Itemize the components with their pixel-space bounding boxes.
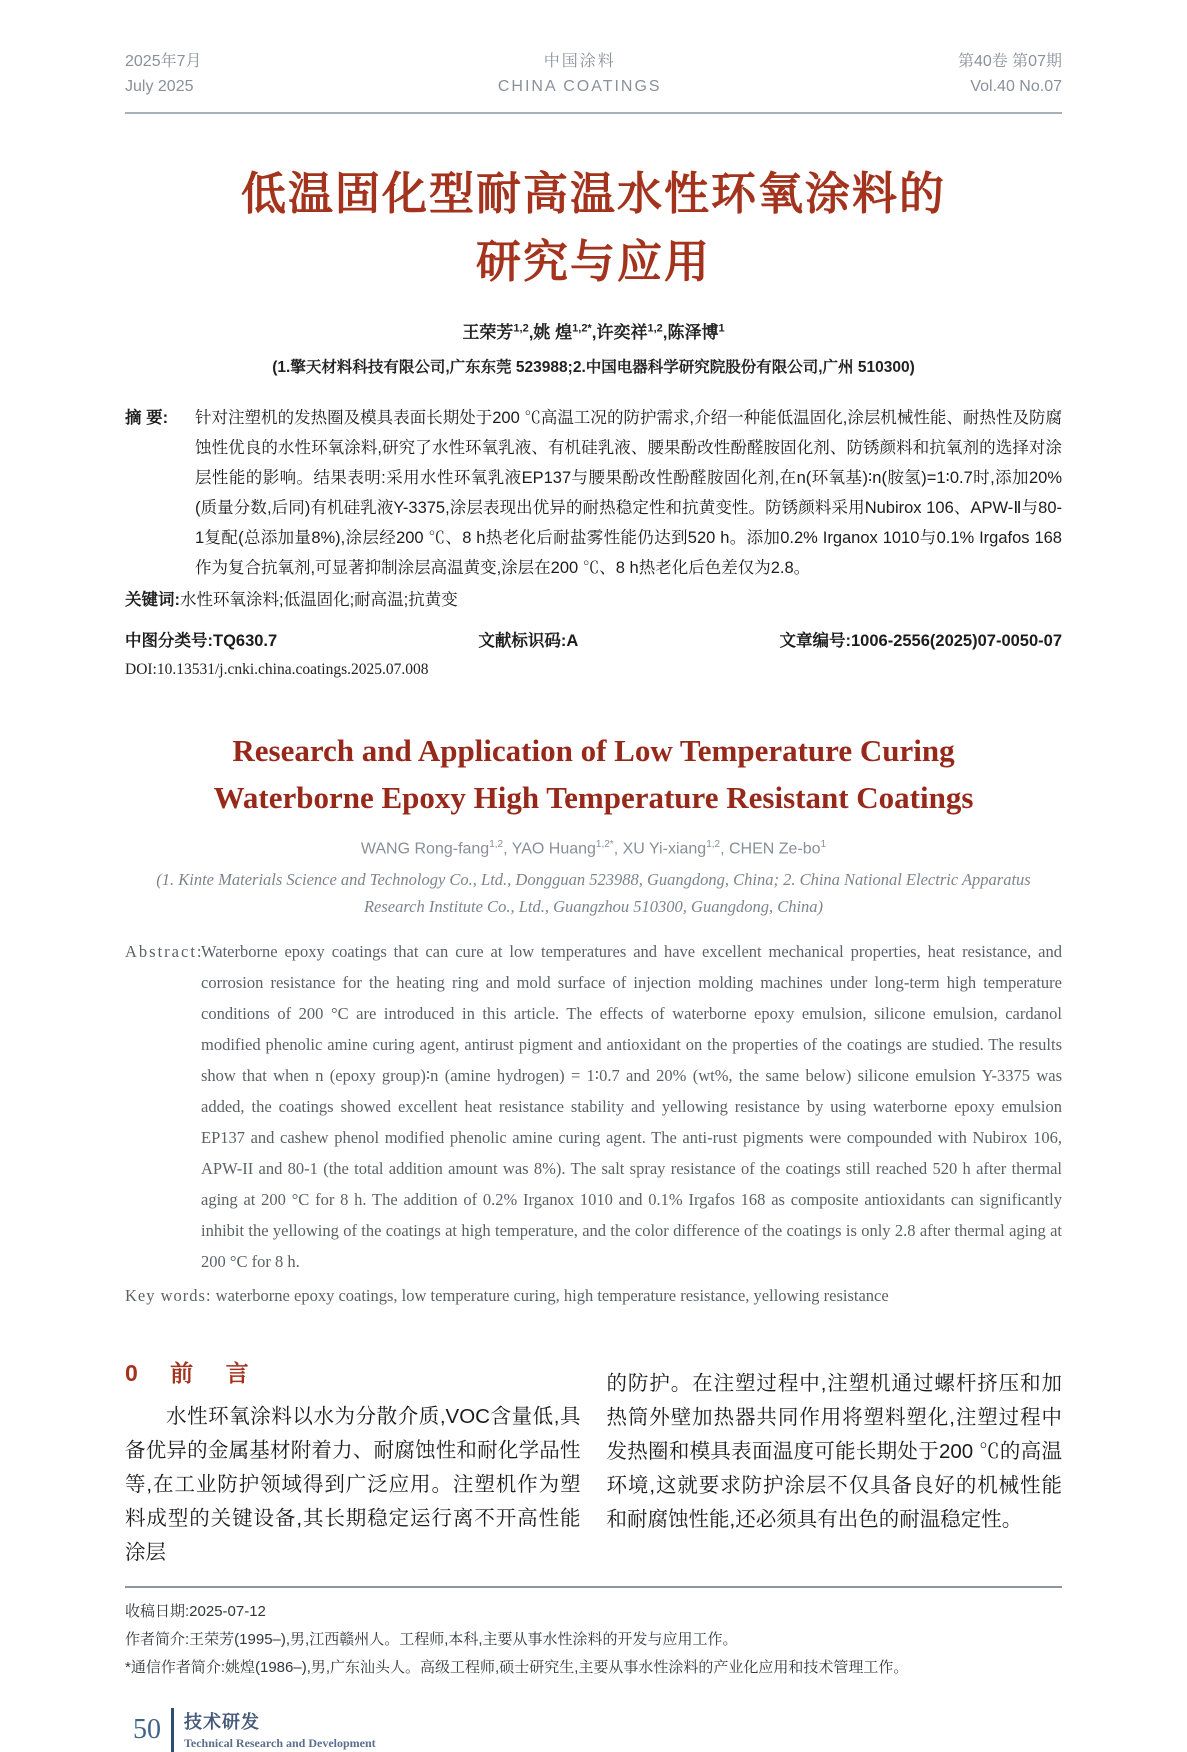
abstract-en-text: Waterborne epoxy coatings that can cure at low temperatures and have excellent mechanical properties, heat resistance, and corrosion resistance for the heating ring and mold surface of injection molding machines under long-term high temperature conditions of 200 °C are introduced in this article. The effects of waterborne epoxy emulsion, silicone emulsion, cardanol modified phenolic amine curing agent, antirust pigment and antioxidant on the properties of the coatings are studied. The results show that when n (epoxy group)∶n (amine hydrogen) = 1∶0.7 and 20% (wt%, the same below) silicone emulsion Y-3375 was added, the coatings showed excellent heat resistance stability and yellowing resistance by using waterborne epoxy emulsion EP137 and cashew phenol modified phenolic amine curing agent. The anti-rust pigments were compounded with Nubirox 106, APW-II and 80-1 (the total addition amount was 8%). The salt spray resistance of the coatings still reached 520 h after thermal aging at 200 °C for 8 h. The addition of 0.2% Irganox 1010 and 0.1% Irgafos 168 as composite antioxidants can significantly inhibit the yellowing of the coatings at high temperature, and the color difference of the coatings is only 2.8 after thermal aging at 200 °C for 8 h.	[201, 941, 1062, 1271]
clc-number: 中图分类号:TQ630.7	[125, 631, 278, 650]
intro-paragraph-left: 水性环氧涂料以水为分散介质,VOC含量低,具备优异的金属基材附着力、耐腐蚀性和耐化学品性等,在工业防护领域得到广泛应用。注塑机作为塑料成型的关键设备,其长期稳定运行离不开高性能涂层	[125, 1404, 581, 1564]
journal-name-cn: 中国涂料	[543, 53, 616, 70]
intro-column-left	[125, 1353, 581, 1570]
journal-issue	[958, 50, 1062, 100]
meta-row	[125, 627, 1062, 651]
paper-title-cn-line2: 研究与应用	[475, 235, 711, 287]
footer-section-en: Technical Research and Development	[184, 1736, 376, 1751]
journal-name-en: CHINA COATINGS	[497, 77, 662, 95]
keywords-en-text: waterborne epoxy coatings, low temperature curing, high temperature resistance, yellowing resistance	[215, 1285, 889, 1305]
footer-section-cn: 技术研发	[184, 1712, 260, 1733]
abstract-cn-text: 针对注塑机的发热圈及模具表面长期处于200 ℃高温工况的防护需求,介绍一种能低温固化,涂层机械性能、耐热性及防腐蚀性优良的水性环氧涂料,研究了水性环氧乳液、有机硅乳液、腰果酚改性酚醛胺固化剂、防锈颜料和抗氧剂的选择对涂层性能的影响。结果表明:采用水性环氧乳液EP137与腰果酚改性酚醛胺固化剂,在n(环氧基)∶n(胺氢)=1∶0.7时,添加20%(质量分数,后同)有机硅乳液Y-3375,涂层表现出优异的耐热稳定性和抗黄变性。防锈颜料采用Nubirox 106、APW-Ⅱ与80-1复配(总添加量8%),涂层经200 ℃、8 h热老化后耐盐雾性能仍达到520 h。添加0.2% Irganox 1010与0.1% Irgafos 168作为复合抗氧剂,可显著抑制涂层高温黄变,涂层在200 ℃、8 h热老化后色差仅为2.8。	[195, 408, 1062, 577]
section-heading-intro: 0 前 言	[125, 1359, 251, 1386]
introduction-section	[125, 1353, 1062, 1570]
keywords-cn-label: 关键词:	[125, 590, 180, 609]
article-id: 文章编号:1006-2556(2025)07-0050-07	[779, 631, 1062, 650]
journal-issue-en: Vol.40 No.07	[970, 77, 1062, 95]
intro-paragraph-right: 的防护。在注塑过程中,注塑机通过螺杆挤压和加热筒外壁加热器共同作用将塑料塑化,注塑过程中发热圈和模具表面温度可能长期处于200 ℃的高温环境,这就要求防护涂层不仅具备良好的机械性能和耐腐蚀性能,还必须具有出色的耐温稳定性。	[606, 1371, 1062, 1531]
keywords-cn	[125, 585, 1062, 615]
journal-header	[125, 50, 1062, 114]
document-code: 文献标识码:A	[478, 631, 579, 650]
abstract-en-label: Abstract:	[125, 941, 204, 961]
journal-date-cn: 2025年7月	[125, 53, 202, 70]
keywords-en-label: Key words:	[125, 1285, 212, 1305]
paper-title-en-line2: Waterborne Epoxy High Temperature Resistant Coatings	[213, 779, 974, 815]
affiliation-cn: (1.擎天材料科技有限公司,广东东莞 523988;2.中国电器科学研究院股份有限公司,广州 510300)	[272, 358, 915, 376]
affiliation-en: (1. Kinte Materials Science and Technology Co., Ltd., Dongguan 523988, Guangdong, China; 2. China National Electric Apparatus Research Institute Co., Ltd., Guangzhou 510300, Guangdong, China)	[156, 869, 1031, 916]
footer-divider-bar	[171, 1708, 174, 1752]
footer-section	[184, 1708, 376, 1751]
footnotes	[125, 1588, 1062, 1682]
footnote-received: 收稿日期:2025-07-12	[125, 1602, 266, 1620]
page-number: 50	[133, 1713, 161, 1745]
paper-title-cn	[125, 160, 1062, 296]
abstract-cn-label: 摘 要:	[125, 408, 169, 427]
footnote-corresponding: *通信作者简介:姚煌(1986–),男,广东汕头人。高级工程师,硕士研究生,主要从事水性涂料的产业化应用和技术管理工作。	[125, 1658, 909, 1676]
journal-date-en: July 2025	[125, 77, 194, 95]
page-footer	[125, 1708, 1062, 1752]
doi: DOI:10.13531/j.cnki.china.coatings.2025.07.008	[125, 660, 429, 678]
authors-en: WANG Rong-fang$^{1,2}$, YAO Huang$^{1,2*}$, XU Yi-xiang$^{1,2}$, CHEN $Ze-bo^1$	[360, 838, 827, 857]
intro-column-right	[607, 1353, 1063, 1570]
paper-title-cn-line1: 低温固化型耐高温水性环氧涂料的	[240, 167, 946, 219]
paper-title-en-line1: Research and Application of Low Temperature Curing	[232, 732, 955, 768]
journal-issue-cn: 第40卷 第07期	[957, 53, 1062, 70]
keywords-cn-text: 水性环氧涂料;低温固化;耐高温;抗黄变	[180, 590, 458, 609]
abstract-cn	[125, 403, 1062, 583]
keywords-en	[125, 1281, 1062, 1311]
abstract-en	[125, 936, 1062, 1277]
paper-title-en	[125, 727, 1062, 821]
journal-date	[125, 50, 202, 100]
footnote-bio: 作者简介:王荣芳(1995–),男,江西赣州人。工程师,本科,主要从事水性涂料的开发与应用工作。	[125, 1630, 738, 1648]
authors-cn: 王荣芳$^{1,2}$,姚 煌$^{1,2*}$,许奕祥$^{1,2}$,陈泽博$^1$	[462, 321, 725, 342]
journal-name	[498, 50, 662, 100]
